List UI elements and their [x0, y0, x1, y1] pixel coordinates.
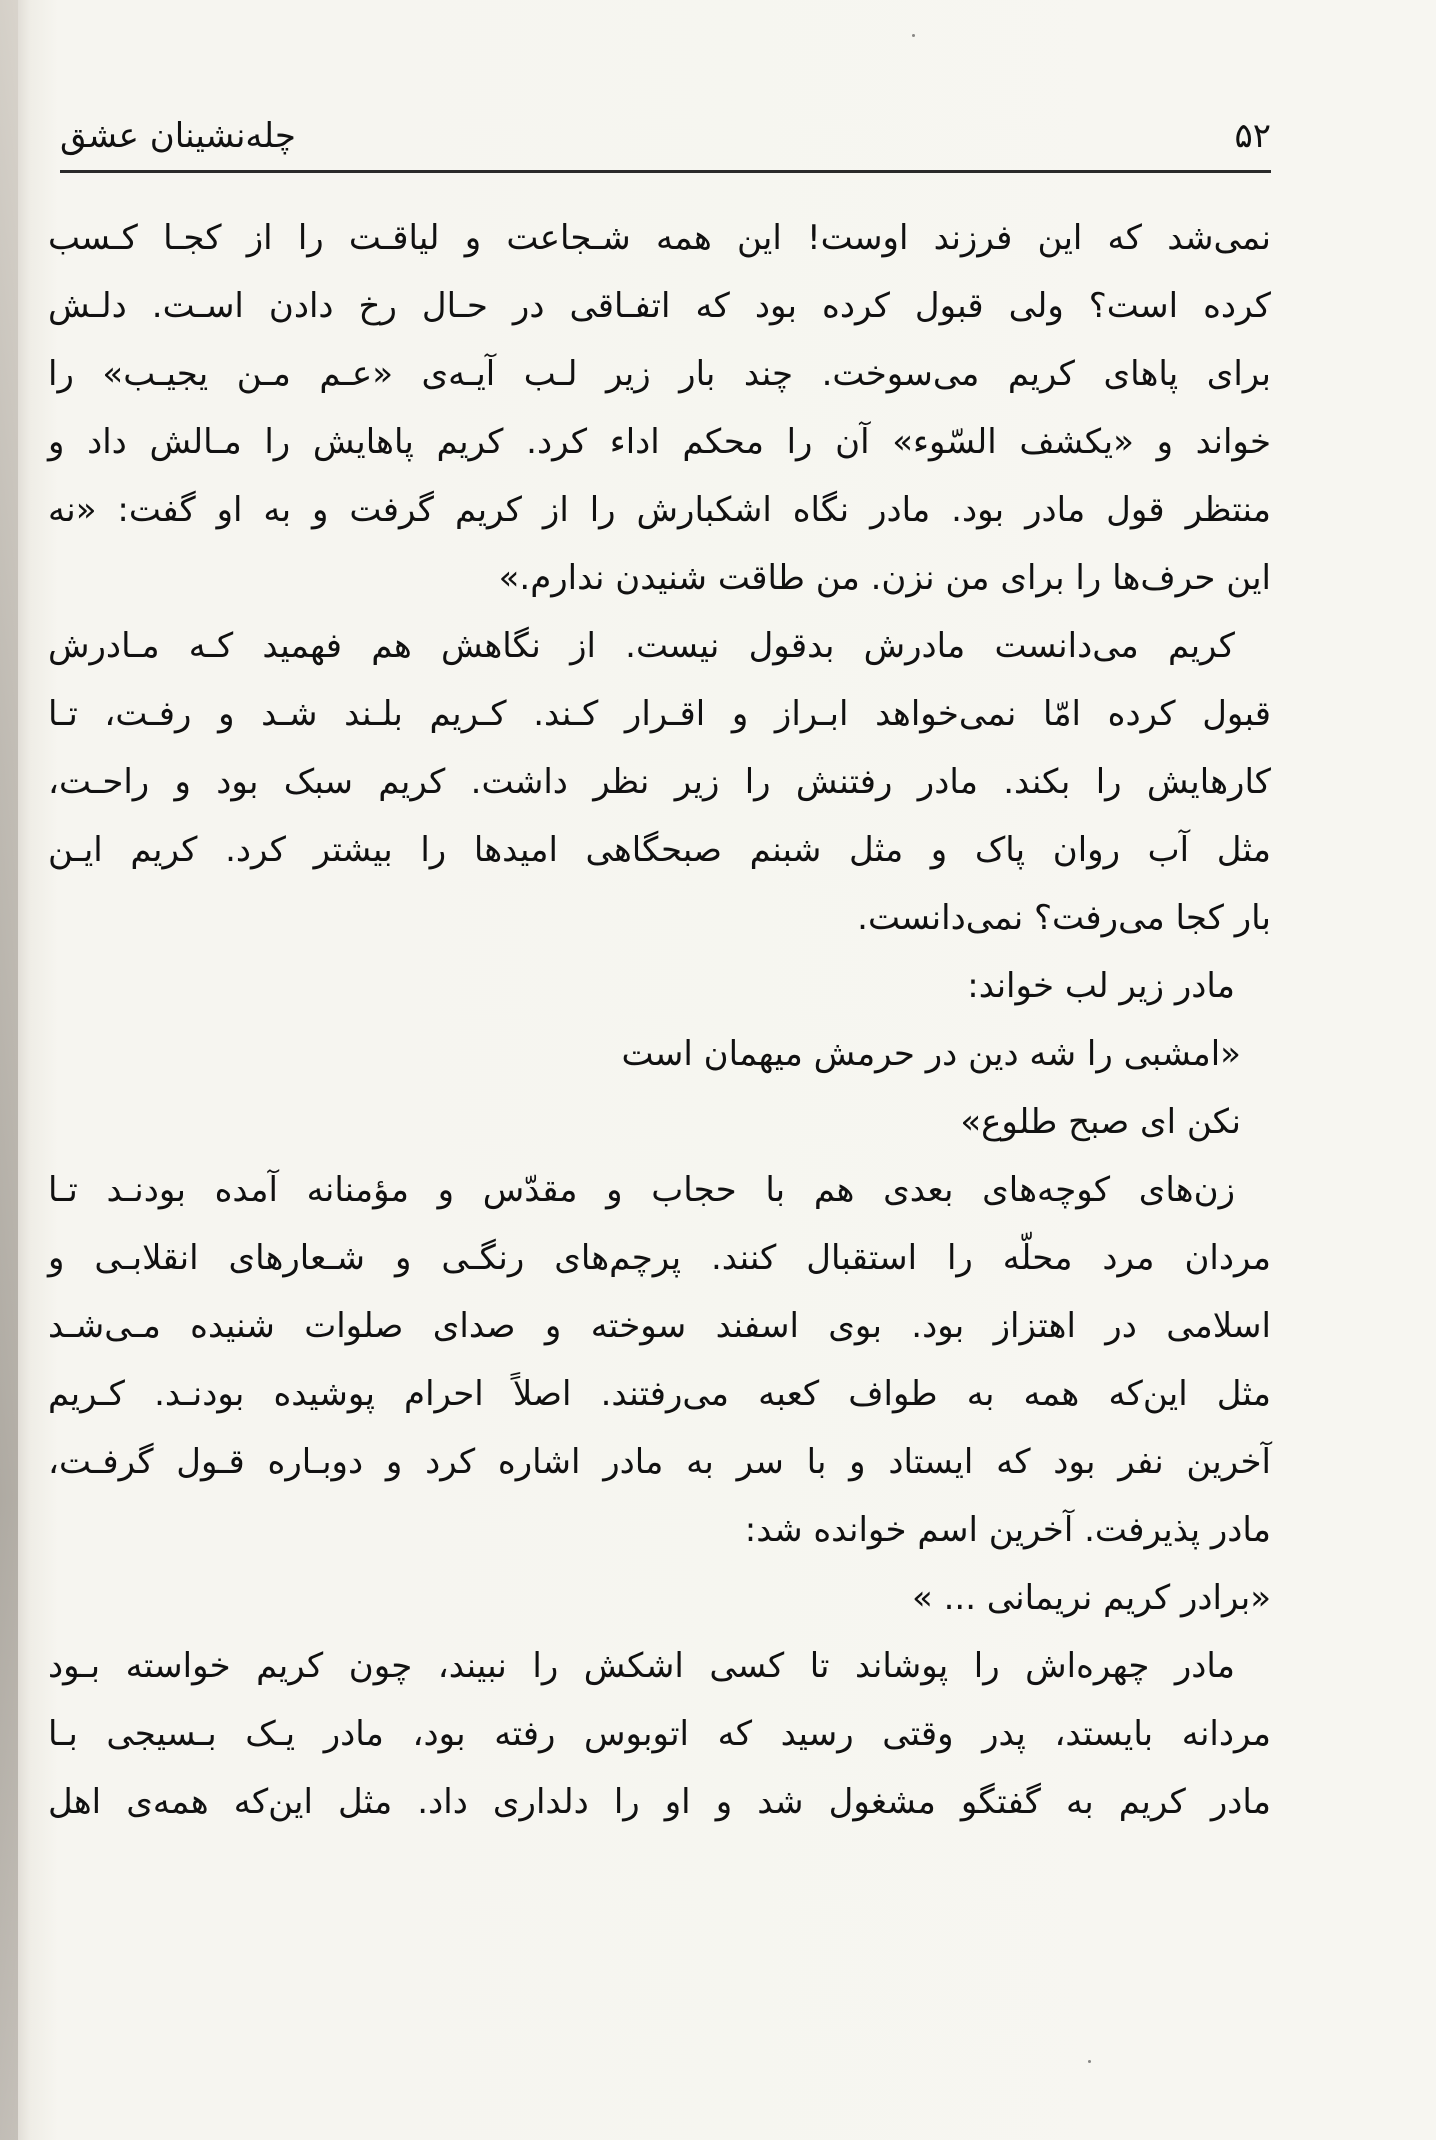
page-body — [48, 204, 1271, 1836]
text-line-13: زن‌های کوچه‌های بعدی هم با حجاب و مقدّس و مؤمنانه آمده بودنـد تـا — [48, 1170, 1235, 1210]
text-line-11: بار کجا می‌رفت؟ نمی‌دانست. — [857, 898, 1271, 938]
text-line-21: مردانه بایستد، پدر وقتی رسید که اتوبوس رفته بود، مادر یـک بـسیجی بـا — [48, 1714, 1271, 1754]
page-title: چله‌نشینان عشق — [60, 116, 296, 156]
text-line-5: منتظر قول مادر بود. مادر نگاه اشکبارش را از کریم گرفت و به او گفت: «نه — [48, 490, 1271, 530]
page-spine-shadow — [0, 0, 18, 2140]
text-line-9: کارهایش را بکند. مادر رفتنش را زیر نظر داشت. کریم سبک بود و راحـت، — [48, 762, 1271, 802]
text-line-6: این حرف‌ها را برای من نزن. من طاقت شنیدن ندارم.» — [498, 558, 1271, 598]
text-line-14: مردان مرد محلّه را استقبال کنند. پرچم‌های رنگـی و شـعارهای انقلابـی و — [48, 1238, 1271, 1278]
text-line-15: اسلامی در اهتزاز بود. بوی اسفند سوخته و صدای صلوات شنیده مـی‌شـد — [48, 1306, 1271, 1346]
text-line-3: برای پاهای کریم می‌سوخت. چند بار زیر لـب آیـه‌ی «عـم مـن یجیـب» را — [48, 354, 1271, 394]
scan-speck — [912, 34, 915, 37]
verse-line-1: «امشبی را شه دین در حرمش میهمان است — [621, 1034, 1241, 1074]
text-line-19: «برادر کریم نریمانی ... » — [911, 1578, 1271, 1618]
text-line-8: قبول کرده امّا نمی‌خواهد ابـراز و اقـرار کـند. کـریم بلـند شـد و رفـت، تـا — [48, 694, 1271, 734]
text-line-10: مثل آب روان پاک و مثل شبنم صبحگاهی امیدها را بیشتر کرد. کریم ایـن — [48, 830, 1271, 870]
scan-speck — [1088, 2060, 1091, 2063]
text-line-7: کریم می‌دانست مادرش بدقول نیست. از نگاهش هم فهمید کـه مـادرش — [48, 626, 1235, 666]
text-line-1: نمی‌شد که این فرزند اوست! این همه شـجاعت و لیاقـت را از کجـا کـسب — [48, 218, 1271, 258]
text-line-12: مادر زیر لب خواند: — [967, 966, 1235, 1006]
text-line-20: مادر چهره‌اش را پوشاند تا کسی اشکش را نبیند، چون کریم خواسته بـود — [48, 1646, 1235, 1686]
text-line-4: خواند و «یکشف السّوء» آن را محکم اداء کرد. کریم پاهایش را مـالش داد و — [48, 422, 1271, 462]
verse-line-2: نکن ای صبح طلوع» — [960, 1102, 1241, 1142]
text-line-2: کرده است؟ ولی قبول کرده بود که اتفـاقی در حـال رخ دادن اسـت. دلـش — [48, 286, 1271, 326]
page-number: ۵۲ — [1234, 116, 1271, 156]
text-line-17: آخرین نفر بود که ایستاد و با سر به مادر اشاره کرد و دوبـاره قـول گرفـت، — [48, 1442, 1271, 1482]
text-line-22: مادر کریم به گفتگو مشغول شد و او را دلداری داد. مثل این‌که همه‌ی اهل — [48, 1782, 1271, 1822]
text-line-18: مادر پذیرفت. آخرین اسم خوانده شد: — [744, 1510, 1271, 1550]
text-line-16: مثل این‌که همه به طواف کعبه می‌رفتند. اصلاً احرام پوشیده بودنـد. کـریم — [48, 1374, 1271, 1414]
page-header — [60, 112, 1271, 173]
